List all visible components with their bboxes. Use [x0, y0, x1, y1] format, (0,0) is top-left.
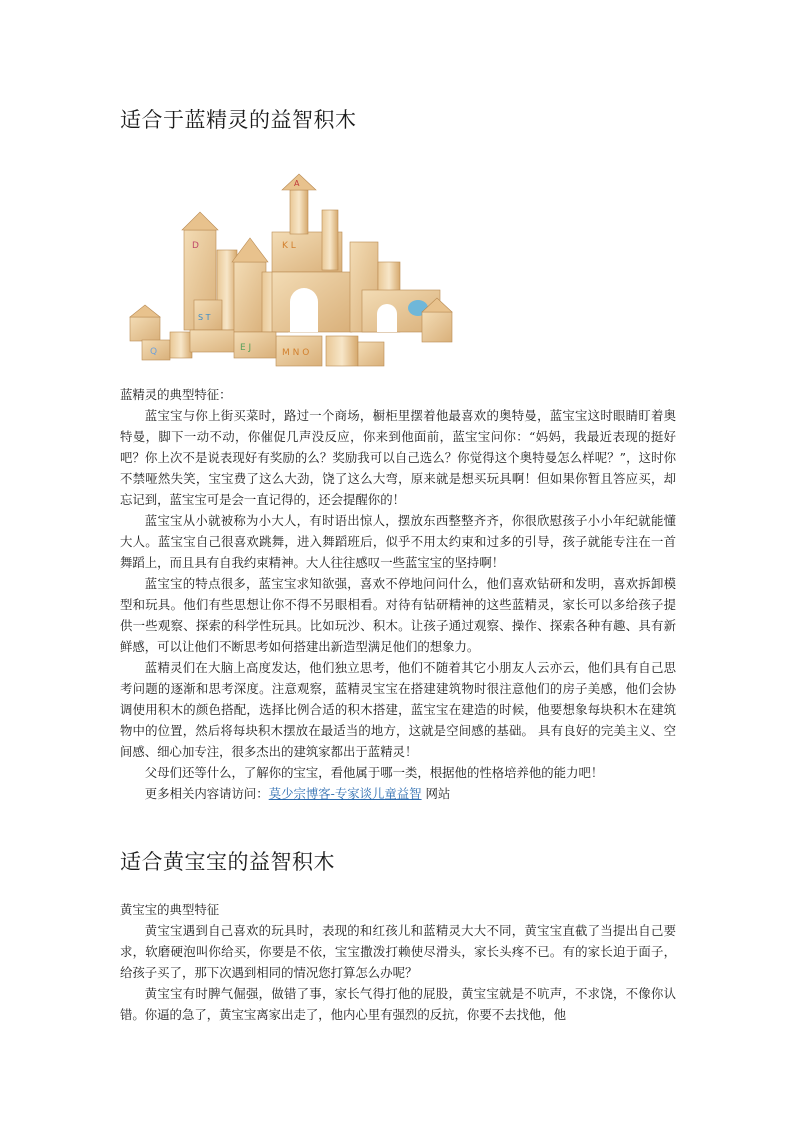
- paragraph: 蓝宝宝从小就被称为小大人，有时语出惊人，摆放东西整整齐齐，你很欣慰孩子小小年纪就能懂大人。蓝宝宝自己很喜欢跳舞，进入舞蹈班后，似乎不用太约束和过多的引导，孩子就能专注在一首舞蹈上，而且具有自我约束精神。大人往往感叹一些蓝宝宝的坚持啊！: [120, 513, 676, 570]
- section-subtitle: 黄宝宝的典型特征: [120, 902, 220, 917]
- section-title: 适合黄宝宝的益智积木: [120, 850, 335, 874]
- wooden-blocks-image: [122, 172, 472, 372]
- blog-link[interactable]: 莫少宗博客-专家谈儿童益智: [268, 786, 422, 801]
- section-title: 适合于蓝精灵的益智积木: [120, 108, 357, 132]
- paragraph: 蓝宝宝的特点很多，蓝宝宝求知欲强，喜欢不停地问问什么，他们喜欢钻研和发明，喜欢拆卸模型和玩具。他们有些思想让你不得不另眼相看。对待有钻研精神的这些蓝精灵，家长可以多给孩子提供一些观察、探索的科学性玩具。比如玩沙、积木。让孩子通过观察、操作、探索各种有趣、具有新鲜感，可以让他们不断思考如何搭建出新造型满足他们的想象力。: [120, 576, 676, 654]
- section-body: [120, 899, 676, 1025]
- svg-text:Q: Q: [150, 347, 158, 357]
- paragraph: 黄宝宝遇到自己喜欢的玩具时，表现的和红孩儿和蓝精灵大大不同，黄宝宝直截了当提出自己要求，软磨硬泡叫你给买，你要是不依，宝宝撒泼打赖使尽滑头，家长头疼不已。有的家长迫于面子，给孩子买了，那下次遇到相同的情况您打算怎么办呢？: [120, 923, 676, 980]
- paragraph: 蓝精灵们在大脑上高度发达，他们独立思考，他们不随着其它小朋友人云亦云，他们具有自己思考问题的逐渐和思考深度。注意观察，蓝精灵宝宝在搭建建筑物时很注意他们的房子美感，他们会协调使用积木的颜色搭配，选择比例合适的积木搭建，蓝宝宝在建造的时候，他要想象每块积木在建筑物中的位置，然后将每块积木摆放在最适当的地方，这就是空间感的基础。 具有良好的完美主义、空间感、细心加专注，很多杰出的建筑家都出于蓝精灵！: [120, 660, 676, 759]
- svg-text:E J: E J: [240, 343, 252, 353]
- svg-text:K L: K L: [282, 241, 296, 251]
- paragraph: 蓝宝宝与你上街买菜时，路过一个商场，橱柜里摆着他最喜欢的奥特曼，蓝宝宝这时眼睛盯着奥特曼，脚下一动不动，你催促几声没反应，你来到他面前，蓝宝宝问你：“妈妈，我最近表现的挺好吧？你上次不是说表现好有奖励的么？奖励我可以自己选么？你觉得这个奥特曼怎么样呢？”，这时你不禁哑然失笑，宝宝费了这么大劲，饶了这么大弯，原来就是想买玩具啊！但如果你暂且答应买，却忘记到，蓝宝宝可是会一直记得的，还会提醒你的！: [120, 408, 676, 507]
- svg-text:D: D: [192, 241, 199, 251]
- svg-text:A: A: [294, 179, 300, 188]
- paragraph: 黄宝宝有时脾气倔强，做错了事，家长气得打他的屁股，黄宝宝就是不吭声，不求饶，不像你认错。你逼的急了，黄宝宝离家出走了，他内心里有强烈的反抗，你要不去找他，他: [120, 986, 676, 1022]
- section-body: [120, 384, 676, 804]
- more-info-suffix: 网站: [421, 786, 451, 801]
- paragraph: 父母们还等什么，了解你的宝宝，看他属于哪一类，根据他的性格培养他的能力吧！: [144, 765, 604, 780]
- more-info-line: [120, 783, 676, 804]
- svg-text:M N O: M N O: [282, 348, 310, 358]
- svg-text:S T: S T: [198, 313, 211, 322]
- section-subtitle: 蓝精灵的典型特征：: [120, 387, 232, 402]
- more-info-prefix: 更多相关内容请访问：: [144, 786, 269, 801]
